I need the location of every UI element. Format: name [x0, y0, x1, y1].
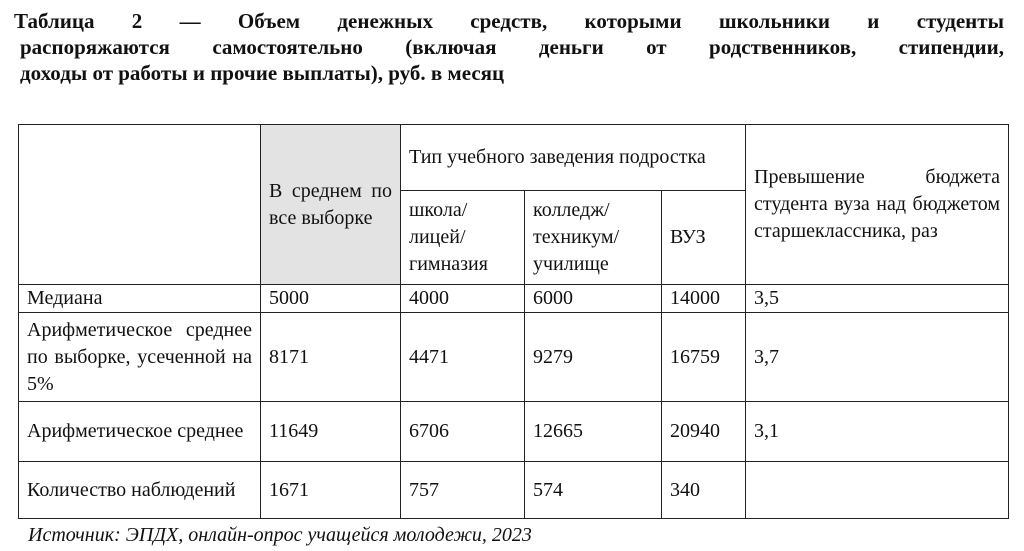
cell-vuz: 340 — [662, 462, 746, 519]
cell-avg: 5000 — [261, 285, 401, 313]
table-row — [19, 313, 1009, 402]
cell-college: 12665 — [525, 402, 662, 462]
caption-line-3: доходы от работы и прочие выплаты), руб. в месяц — [20, 61, 505, 85]
header-college: колледж/ техникум/ училище — [525, 191, 662, 285]
header-school: школа/ лицей/ гимназия — [401, 191, 525, 285]
header-avg-sample: В среднем по все выборке — [261, 125, 401, 285]
budget-table — [18, 124, 1009, 519]
cell-excess: 3,5 — [746, 285, 1009, 313]
table-row — [19, 462, 1009, 519]
cell-school: 4471 — [401, 313, 525, 402]
header-excess: Превышение бюджета студента вуза над бюджетом старшеклассника, раз — [746, 125, 1009, 285]
header-empty-cell — [19, 125, 261, 285]
row-label: Арифметическое среднее — [19, 402, 261, 462]
cell-excess: 3,1 — [746, 402, 1009, 462]
row-label: Медиана — [19, 285, 261, 313]
cell-college: 9279 — [525, 313, 662, 402]
cell-vuz: 20940 — [662, 402, 746, 462]
cell-avg: 11649 — [261, 402, 401, 462]
caption-line-1: Таблица 2 — Объем денежных средств, которыми школьники и студенты — [14, 9, 1004, 33]
cell-school: 4000 — [401, 285, 525, 313]
cell-college: 6000 — [525, 285, 662, 313]
table-row — [19, 402, 1009, 462]
row-label: Арифметическое среднее по выборке, усеченной на 5% — [19, 313, 261, 402]
cell-excess — [746, 462, 1009, 519]
header-vuz: ВУЗ — [662, 191, 746, 285]
cell-school: 757 — [401, 462, 525, 519]
cell-excess: 3,7 — [746, 313, 1009, 402]
row-label: Количество наблюдений — [19, 462, 261, 519]
cell-vuz: 16759 — [662, 313, 746, 402]
caption-line-2: распоряжаются самостоятельно (включая деньги от родственников, стипендии, — [20, 35, 1004, 59]
cell-vuz: 14000 — [662, 285, 746, 313]
cell-school: 6706 — [401, 402, 525, 462]
cell-avg: 1671 — [261, 462, 401, 519]
cell-college: 574 — [525, 462, 662, 519]
source-note: Источник: ЭПДХ, онлайн-опрос учащейся молодежи, 2023 — [28, 524, 532, 546]
table-row — [19, 285, 1009, 313]
cell-avg: 8171 — [261, 313, 401, 402]
table-caption — [14, 8, 1004, 86]
header-institution-type: Тип учебного заведения подростка — [401, 125, 746, 191]
